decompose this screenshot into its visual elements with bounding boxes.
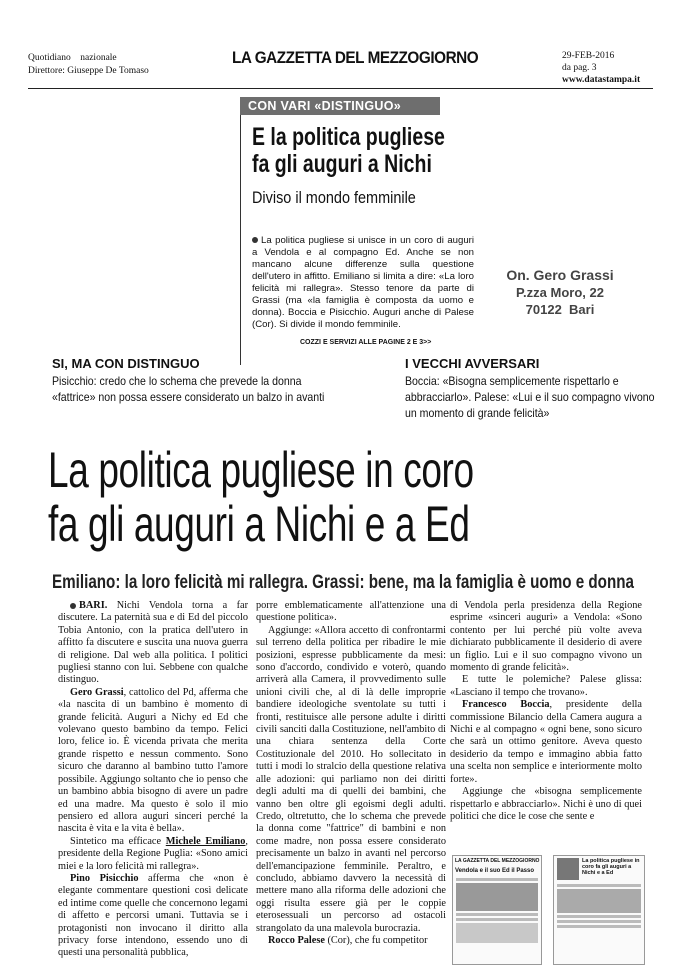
masthead-info [28,52,149,78]
masthead-type: Quotidiano nazionale [28,53,117,63]
stamp-street: P.zza Moro, 22 [516,285,604,300]
dateline: BARI. [79,600,108,611]
article-column-1 [58,600,248,960]
front-page-ref: COZZI E SERVIZI ALLE PAGINE 2 E 3>> [300,339,432,346]
main-headline [48,443,474,551]
paragraph [58,687,248,836]
address-stamp [490,267,630,318]
paragraph-text: , presidente della commissione Bilancio della Camera augura a Nichi e al compagno « ogni bene, sono sicuro che sarà un ottimo genitore. Aveva questo desiderio da tempo e immagino abbia fatto una scelta non semplice e interiormente molto forte». [450,699,642,785]
main-subheadline: Emiliano: la loro felicità mi rallegra. Grassi: bene, ma la famiglia è uomo e donna [52,572,634,593]
article-column-2 [256,600,446,947]
thumbnail-photo [557,889,641,913]
front-kicker: CON VARI «DISTINGUO» [240,97,440,115]
paragraph [58,600,248,687]
thumbnail-headline: La politica pugliese in coro fa gli auguri a Nichi e a Ed [582,858,640,876]
person-name: Gero Grassi [70,686,124,698]
thumbnail-text-line [456,918,538,921]
thumbnail-photo [557,858,579,880]
front-subtitle: Diviso il mondo femminile [252,188,416,207]
teaser-border [240,115,241,365]
inner-page-thumbnail [553,855,645,965]
front-summary-text: La politica pugliese si unisce in un coro di auguri a Vendola e al compagno Ed. Anche se non mancano alcune differenze sulla questione dell'utero in affitto. Emiliano si limita a dire: «La loro felicità mi rallegra». Stesso tenore da parte di Grassi (ma «la famiglia è composta da uomo e donna). Boccia e Pisicchio. Auguri anche di Palese (Cor). Si divide il mondo femminile. [252,235,474,330]
thumbnail-text-line [456,913,538,916]
clipping-info [562,50,640,86]
paragraph-text: Nichi Vendola torna a far discutere. La paternità sua e di Ed del piccolo Tobia Antonio, con la pratica dell'utero in affitto fa discutere e suscita una nuova guerra di religione. Dal web alla politica. I politici pugliesi stanno con lui. Sebbene con qualche distinguo. [58,600,248,686]
paragraph-text: afferma che «non è elegante commentare questioni così delicate ed intime come quelle che concernono legami di affetto e percorsi umani. Tuttavia se i protagonisti non invocano il diritto alla privacy forse intendono, essendo uno di questi una personalità pubblica, [58,872,248,959]
thumbnail-photo [456,883,538,911]
front-title: E la politica pugliese fa gli auguri a Nichi [252,123,445,178]
paragraph-text: Sintetico ma efficace [70,835,166,847]
header-divider [28,88,653,89]
thumbnail-text-line [557,920,641,923]
thumbnail-text-line [557,884,641,887]
thumbnail-headline: Vendola e il suo Ed il Passo [455,868,535,874]
stamp-name: On. Gero Grassi [506,267,614,283]
paragraph-text: , cattolico del Pd, afferma che «la nascita di un bambino è momento di grande felicità. Auguri a Nichy ed Ed che volevano questo bambino da tempo. Felici loro, felice io. È vicenda privata che merita grande rispetto e nessun commento. Sono sicuro che daranno al bambino tutto l'amore possibile. Aggiungo soltanto che io penso che un bambino abbia bisogno di avere un padre ed una madre. Ma questo è solo il mio pensiero ed allora auguri sinceri perché la nascita è vita e la vita è bella». [58,686,248,835]
paragraph: porre emblematicamente all'attenzione una questione politica». [256,600,446,624]
paragraph [58,873,248,960]
paragraph: di Vendola perla presidenza della Regione esprime «sinceri auguri» a Vendola: «Sono contento per lui perché più volte aveva dichiarato pubblicamente il desiderio di avere un figlio. Lui e il suo compagno vivono un momento di grande felicità». [450,600,642,674]
person-name: Michele Emiliano [165,835,246,847]
person-name: Rocco Palese [268,934,325,946]
bullet-icon [252,237,258,243]
article-column-3 [450,600,642,823]
paragraph: Aggiunge: «Allora accetto di confrontarmi sul terreno della politica per ribadire le mie posizioni, espresse pubblicamente da mesi: sono d'accordo, condivido e voterò, quando arriverà alla Camera, il provvedimento sulle unioni civili che, al di là delle improprie bandiere ideologiche sventolate su tutti i fronti, restituisce alle persone adulte i diritti civili sanciti dalla Costituzione, nell'ambito di una chiara sentenza della Corte Costituzionale del 2010. Ho sollecitato in tutti i modi lo stralcio della questione relativa alle adozioni: qui parliamo non dei diritti degli adulti ma di quelli dei bambini, che vanno ben oltre gli egoismi degli adulti. Credo, oltretutto, che lo schema che prevede la donna come "fattrice" di bambini e non come madre, non possa essere considerato precisamente un balzo in avanti nel percorso dell'emancipazione femminile. Peraltro, e concludo, abbiamo davvero la necessità di mettere mano alla riforma delle adozioni che oggi risulta essere già per le coppie eterosessuali un percorso ad ostacoli strangolato da una malevola burocrazia. [256,624,446,934]
thumbnail-photo [456,923,538,943]
thumbnail-text-line [557,925,641,928]
main-headline-line2: fa gli auguri a Nichi e a Ed [48,496,470,552]
clipping-date: 29-FEB-2016 [562,51,615,61]
paragraph: Aggiunge che «bisogna semplicemente rispettarlo e abbracciarlo». Nichi è uno di quei politici che dice le cose che sente e [450,786,642,822]
person-name: Pino Pisicchio [70,872,139,884]
paragraph [58,836,248,873]
paragraph: E tutte le polemiche? Palese glissa: «Lasciano il tempo che trovano». [450,674,642,698]
main-headline-line1: La politica pugliese in coro [48,442,474,498]
paragraph-text: (Cor), che fu competitor [324,934,428,946]
clipping-page: da pag. 3 [562,63,597,73]
front-summary [252,235,474,331]
paragraph-text: , presidente della Regione Puglia: «Sono amici miei e la loro felicità mi rallegra». [58,835,248,872]
person-name: Francesco Boccia [462,699,550,711]
stamp-city: 70122 Bari [525,302,595,317]
paragraph [450,699,642,786]
side-right-text: Boccia: «Bisogna semplicemente rispettarlo e abbracciarlo». Palese: «Lui e il suo compagno vivono un momento di grande felicità» [405,374,655,420]
side-right-heading: I VECCHI AVVERSARI [405,356,540,371]
thumbnail-text-line [456,878,538,881]
masthead-director: Direttore: Giuseppe De Tomaso [28,66,149,76]
bullet-icon [70,603,76,609]
thumbnail-logo: LA GAZZETTA DEL MEZZOGIORNO [455,858,540,864]
paragraph [256,935,446,947]
clipping-site: www.datastampa.it [562,75,641,85]
newspaper-logo: LA GAZZETTA DEL MEZZOGIORNO [232,48,479,67]
side-left-heading: SI, MA CON DISTINGUO [52,356,200,371]
thumbnail-text-line [557,915,641,918]
side-left-text: Pisicchio: credo che lo schema che prevede la donna «fattrice» non possa essere considerato un balzo in avanti [52,374,325,404]
front-page-thumbnail [452,855,542,965]
